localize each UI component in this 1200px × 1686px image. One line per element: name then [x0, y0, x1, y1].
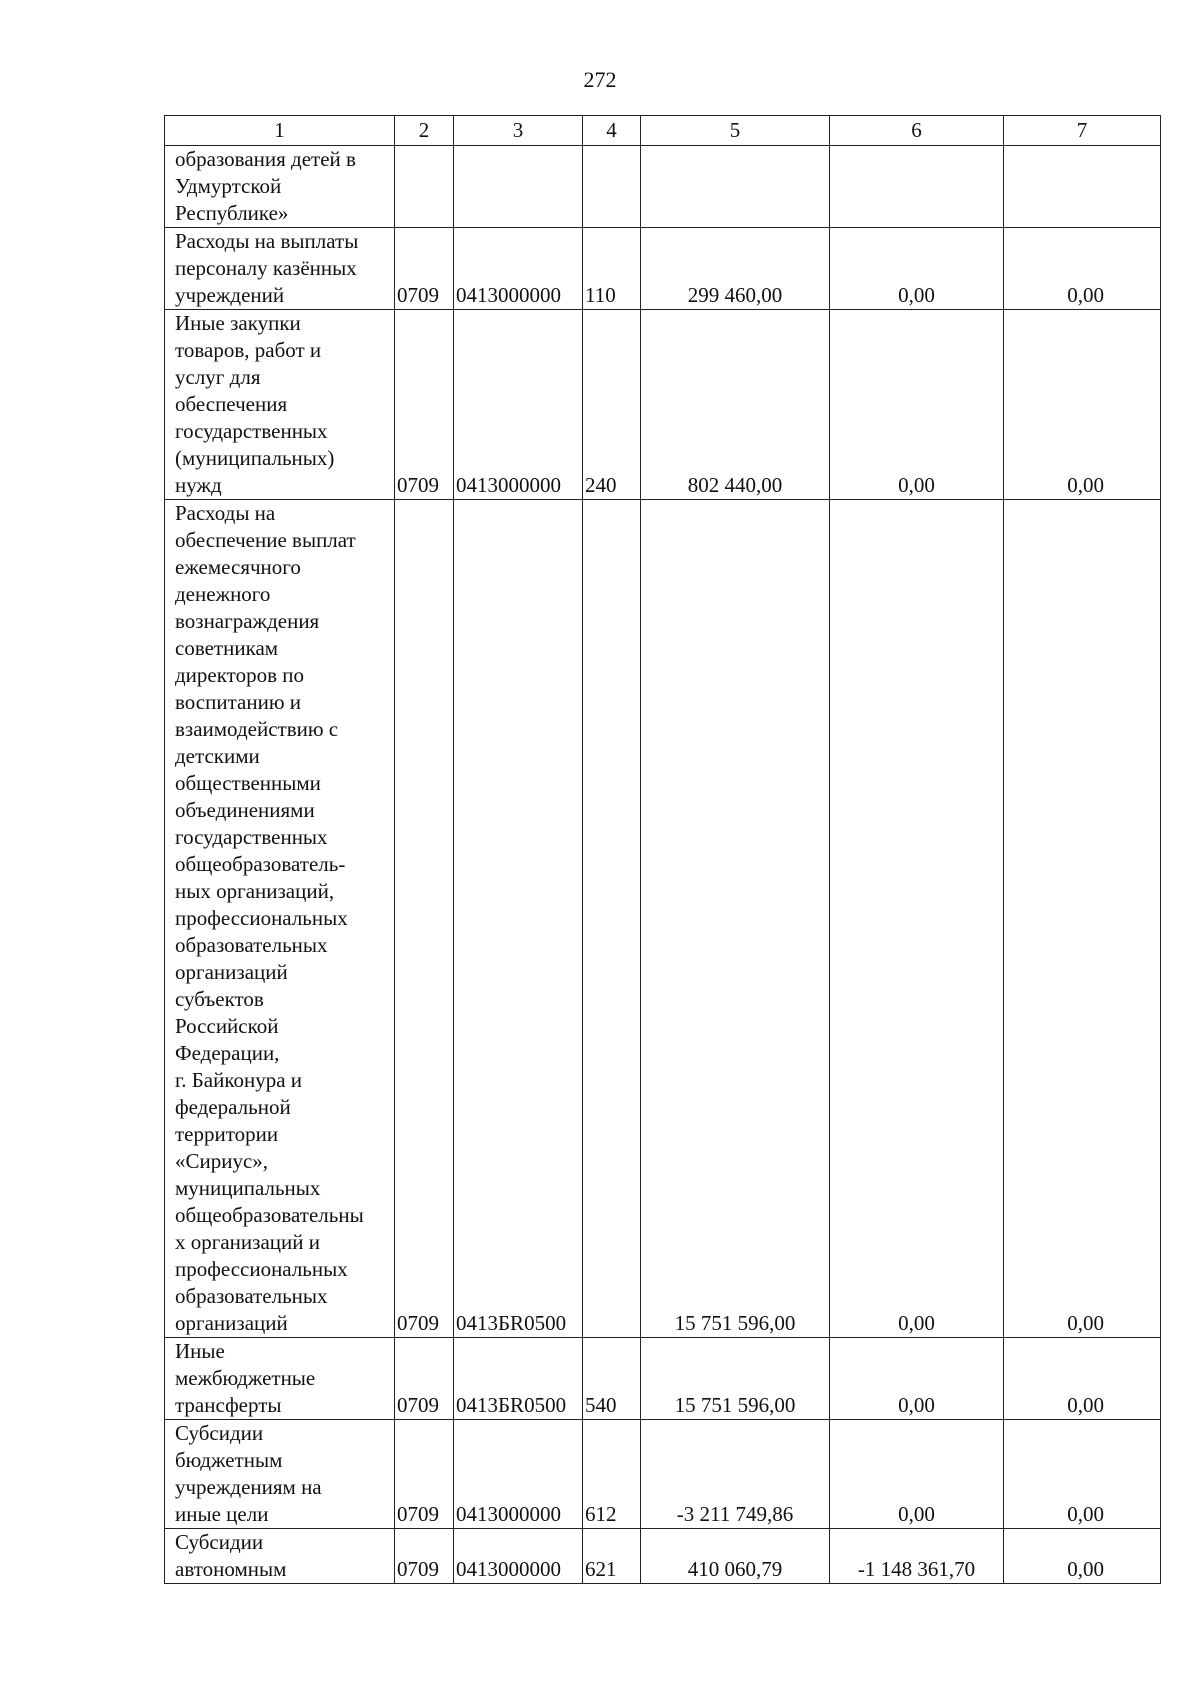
description-line: воспитанию и [175, 690, 301, 714]
description-line: объединениями [175, 798, 315, 822]
amount-col-5: 802 440,00 [641, 310, 830, 500]
description-line: общеобразователь- [175, 852, 346, 876]
row-description [165, 500, 395, 1338]
row-description [165, 1529, 395, 1584]
table-row [165, 1420, 1161, 1529]
amount-col-6: 0,00 [830, 310, 1004, 500]
amount-col-5: 15 751 596,00 [641, 500, 830, 1338]
amount-col-7: 0,00 [1004, 310, 1161, 500]
amount-col-7: 0,00 [1004, 500, 1161, 1338]
description-line: образования детей в [175, 147, 356, 171]
section-code: 0709 [395, 1338, 454, 1420]
description-line: автономным [175, 1557, 287, 1581]
table-body [165, 116, 1161, 1584]
description-line: профессиональных [175, 906, 348, 930]
description-line: трансферты [175, 1393, 282, 1417]
description-line: иные цели [175, 1502, 269, 1526]
expense-type-code: 621 [583, 1529, 641, 1584]
description-line: учреждений [175, 283, 285, 307]
amount-col-5: 15 751 596,00 [641, 1338, 830, 1420]
target-article-code: 0413000000 [454, 1420, 583, 1529]
amount-col-6: 0,00 [830, 500, 1004, 1338]
description-line: детскими [175, 744, 260, 768]
amount-col-5: -3 211 749,86 [641, 1420, 830, 1529]
description-line: федеральной [175, 1095, 291, 1119]
description-line: Иные закупки [175, 311, 301, 335]
description-line: образовательных [175, 1284, 328, 1308]
column-header-1: 1 [165, 116, 395, 146]
amount-col-6: 0,00 [830, 1420, 1004, 1529]
description-line: общественными [175, 771, 321, 795]
description-line: денежного [175, 582, 271, 606]
description-line: обеспечение выплат [175, 528, 356, 552]
description-line: г. Байконура и [175, 1068, 303, 1092]
table-row [165, 500, 1161, 1338]
amount-col-5: 410 060,79 [641, 1529, 830, 1584]
description-line: общеобразовательны [175, 1203, 364, 1227]
description-line: (муниципальных) [175, 446, 335, 470]
target-article-code: 0413БR0500 [454, 1338, 583, 1420]
table-row [165, 1529, 1161, 1584]
description-line: профессиональных [175, 1257, 348, 1281]
amount-col-6: 0,00 [830, 1338, 1004, 1420]
amount-col-5 [641, 146, 830, 228]
description-line: Расходы на выплаты [175, 229, 359, 253]
description-line: товаров, работ и [175, 338, 322, 362]
column-header-4: 4 [583, 116, 641, 146]
target-article-code: 0413БR0500 [454, 500, 583, 1338]
description-line: вознаграждения [175, 609, 320, 633]
row-description [165, 310, 395, 500]
description-line: организаций [175, 960, 288, 984]
amount-col-6 [830, 146, 1004, 228]
description-line: государственных [175, 419, 328, 443]
description-line: организаций [175, 1311, 288, 1335]
expense-type-code: 540 [583, 1338, 641, 1420]
table-row [165, 1338, 1161, 1420]
table-row [165, 310, 1161, 500]
amount-col-7: 0,00 [1004, 1420, 1161, 1529]
amount-col-5: 299 460,00 [641, 228, 830, 310]
amount-col-6: -1 148 361,70 [830, 1529, 1004, 1584]
amount-col-7: 0,00 [1004, 228, 1161, 310]
header-row [165, 116, 1161, 146]
row-description [165, 228, 395, 310]
amount-col-6: 0,00 [830, 228, 1004, 310]
target-article-code: 0413000000 [454, 1529, 583, 1584]
expense-type-code: 612 [583, 1420, 641, 1529]
description-line: взаимодействию с [175, 717, 339, 741]
description-line: государственных [175, 825, 328, 849]
target-article-code: 0413000000 [454, 228, 583, 310]
description-line: учреждениям на [175, 1475, 322, 1499]
column-header-7: 7 [1004, 116, 1161, 146]
description-line: Субсидии [175, 1530, 264, 1554]
description-line: Иные [175, 1339, 225, 1363]
target-article-code: 0413000000 [454, 310, 583, 500]
budget-table [164, 115, 1161, 1584]
description-line: Субсидии [175, 1421, 264, 1445]
section-code: 0709 [395, 1420, 454, 1529]
row-description [165, 1338, 395, 1420]
description-line: советникам [175, 636, 279, 660]
section-code: 0709 [395, 500, 454, 1338]
description-line: бюджетным [175, 1448, 283, 1472]
description-line: ежемесячного [175, 555, 301, 579]
section-code: 0709 [395, 1529, 454, 1584]
amount-col-7: 0,00 [1004, 1338, 1161, 1420]
description-line: Российской [175, 1014, 279, 1038]
page-number: 272 [583, 67, 617, 92]
column-header-3: 3 [454, 116, 583, 146]
row-description [165, 1420, 395, 1529]
description-line: Республике» [175, 201, 289, 225]
amount-col-7 [1004, 146, 1161, 228]
section-code: 0709 [395, 228, 454, 310]
description-line: муниципальных [175, 1176, 321, 1200]
table-row [165, 146, 1161, 228]
table-row [165, 228, 1161, 310]
description-line: Федерации, [175, 1041, 280, 1065]
expense-type-code [583, 146, 641, 228]
expense-type-code: 240 [583, 310, 641, 500]
description-line: персоналу казённых [175, 256, 357, 280]
description-line: услуг для [175, 365, 261, 389]
expense-type-code: 110 [583, 228, 641, 310]
description-line: Расходы на [175, 501, 276, 525]
column-header-6: 6 [830, 116, 1004, 146]
amount-col-7: 0,00 [1004, 1529, 1161, 1584]
description-line: образовательных [175, 933, 328, 957]
column-header-5: 5 [641, 116, 830, 146]
section-code [395, 146, 454, 228]
description-line: Удмуртской [175, 174, 282, 198]
description-line: «Сириус», [175, 1149, 269, 1173]
description-line: межбюджетные [175, 1366, 316, 1390]
description-line: ных организаций, [175, 879, 335, 903]
column-header-2: 2 [395, 116, 454, 146]
section-code: 0709 [395, 310, 454, 500]
description-line: территории [175, 1122, 279, 1146]
description-line: х организаций и [175, 1230, 320, 1254]
target-article-code [454, 146, 583, 228]
description-line: нужд [175, 473, 222, 497]
description-line: субъектов [175, 987, 264, 1011]
description-line: директоров по [175, 663, 304, 687]
row-description [165, 146, 395, 228]
description-line: обеспечения [175, 392, 288, 416]
expense-type-code [583, 500, 641, 1338]
